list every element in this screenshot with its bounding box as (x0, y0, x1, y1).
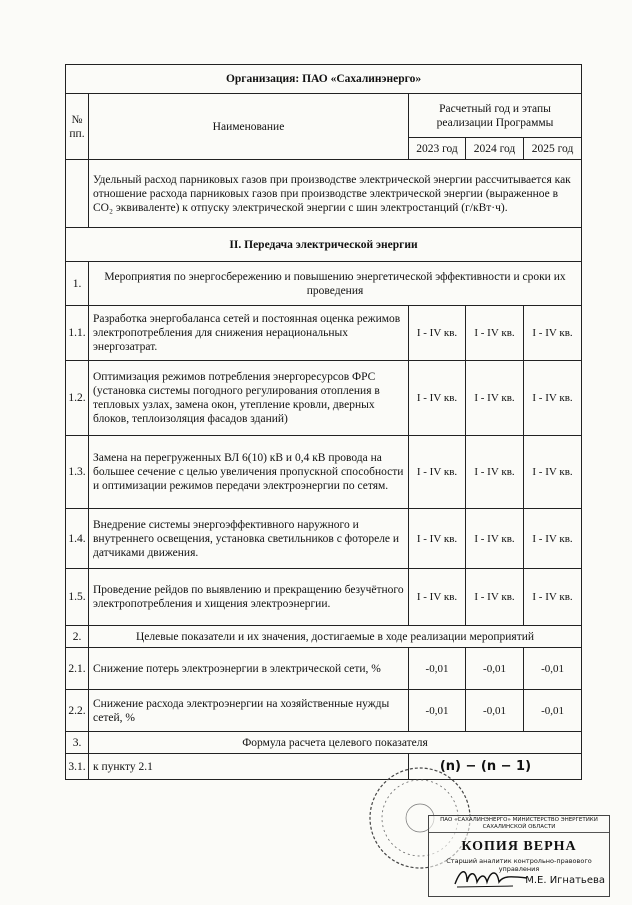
header-number: № пп. (66, 94, 89, 160)
measure-2023: I - IV кв. (409, 306, 466, 361)
measure-2025: I - IV кв. (524, 361, 582, 436)
block-2-title: Целевые показатели и их значения, достигаемые в ходе реализации мероприятий (89, 626, 582, 648)
measure-2025: I - IV кв. (524, 306, 582, 361)
measure-2023: I - IV кв. (409, 569, 466, 626)
measure-number: 1.1. (66, 306, 89, 361)
measure-text: Замена на перегруженных ВЛ 6(10) кВ и 0,4 кВ провода на большее сечение с целью увеличения пропускной способности и оптимизации режимов передачи электроэнергии по сетям. (89, 436, 409, 509)
measure-2025: I - IV кв. (524, 436, 582, 509)
stamp-name: М.Е. Игнатьева (525, 875, 605, 886)
target-number: 2.1. (66, 648, 89, 690)
measure-number: 1.3. (66, 436, 89, 509)
measure-row (66, 569, 582, 626)
measure-2024: I - IV кв. (466, 306, 524, 361)
block-1-row (66, 262, 582, 306)
measure-2024: I - IV кв. (466, 361, 524, 436)
year-2025: 2025 год (524, 138, 582, 160)
measure-2025: I - IV кв. (524, 569, 582, 626)
intro-row (66, 160, 582, 228)
program-table (65, 64, 582, 780)
measure-2024: I - IV кв. (466, 436, 524, 509)
target-2023: -0,01 (409, 690, 466, 732)
measure-2024: I - IV кв. (466, 509, 524, 569)
block-3-number: 3. (66, 732, 89, 754)
target-row (66, 648, 582, 690)
header-name: Наименование (89, 94, 409, 160)
measure-text: Оптимизация режимов потребления энергоресурсов ФРС (установка системы погодного регулирования отопления в тепловых узлах, замена окон, утепление кровли, дверных блоков, теплоизоляция фасадов зданий) (89, 361, 409, 436)
measure-number: 1.2. (66, 361, 89, 436)
header-row (66, 94, 582, 138)
target-number: 2.2. (66, 690, 89, 732)
year-2023: 2023 год (409, 138, 466, 160)
block-3-title: Формула расчета целевого показателя (89, 732, 582, 754)
certified-copy-stamp (428, 815, 610, 897)
measure-text: Проведение рейдов по выявлению и прекращению безучётного электропотребления и хищения электроэнергии. (89, 569, 409, 626)
stamp-copy-label: КОПИЯ ВЕРНА (461, 839, 577, 854)
section-title: II. Передача электрической энергии (66, 228, 582, 262)
target-2025: -0,01 (524, 648, 582, 690)
measure-number: 1.5. (66, 569, 89, 626)
target-text: Снижение расхода электроэнергии на хозяйственные нужды сетей, % (89, 690, 409, 732)
measure-row (66, 361, 582, 436)
formula-number: 3.1. (66, 754, 89, 780)
target-2025: -0,01 (524, 690, 582, 732)
block-3-row (66, 732, 582, 754)
year-2024: 2024 год (466, 138, 524, 160)
measure-2023: I - IV кв. (409, 436, 466, 509)
measure-row (66, 436, 582, 509)
target-2024: -0,01 (466, 648, 524, 690)
block-1-number: 1. (66, 262, 89, 306)
measure-2023: I - IV кв. (409, 509, 466, 569)
target-2023: -0,01 (409, 648, 466, 690)
target-row (66, 690, 582, 732)
header-period: Расчетный год и этапы реализации Программы (409, 94, 582, 138)
stamp-position: Старший аналитик контрольно-правового управления (446, 857, 592, 873)
measure-2025: I - IV кв. (524, 509, 582, 569)
measure-2024: I - IV кв. (466, 569, 524, 626)
block-1-title: Мероприятия по энергосбережению и повышению энергетической эффективности и сроки их проведения (89, 262, 582, 306)
measure-number: 1.4. (66, 509, 89, 569)
formula-row (66, 754, 582, 780)
measure-row (66, 306, 582, 361)
stamp-header: ПАО «САХАЛИНЭНЕРГО» МИНИСТЕРСТВО ЭНЕРГЕТИКИ САХАЛИНСКОЙ ОБЛАСТИ (429, 816, 609, 833)
measure-text: Внедрение системы энергоэффективного наружного и внутреннего освещения, установка светильников с фотореле и датчиками движения. (89, 509, 409, 569)
target-2024: -0,01 (466, 690, 524, 732)
signature-icon (453, 864, 529, 890)
intro-text: Удельный расход парниковых газов при производстве электрической энергии рассчитывается как отношение расхода парниковых газов при производстве электрической энергии (выраженное в CO₂ эквиваленте) к отпуску электрической энергии с шин электростанций (г/кВт·ч). (89, 160, 582, 228)
target-text: Снижение потерь электроэнергии в электрической сети, % (89, 648, 409, 690)
formula-expression: (n) − (n − 1) (409, 754, 582, 780)
formula-text: к пункту 2.1 (89, 754, 409, 780)
measure-row (66, 509, 582, 569)
organization-row (66, 65, 582, 94)
measure-text: Разработка энергобаланса сетей и постоянная оценка режимов электропотребления для снижения нерациональных энергозатрат. (89, 306, 409, 361)
intro-blank-cell (66, 160, 89, 228)
block-2-number: 2. (66, 626, 89, 648)
block-2-row (66, 626, 582, 648)
section-row (66, 228, 582, 262)
organization-title: Организация: ПАО «Сахалинэнерго» (66, 65, 582, 94)
measure-2023: I - IV кв. (409, 361, 466, 436)
